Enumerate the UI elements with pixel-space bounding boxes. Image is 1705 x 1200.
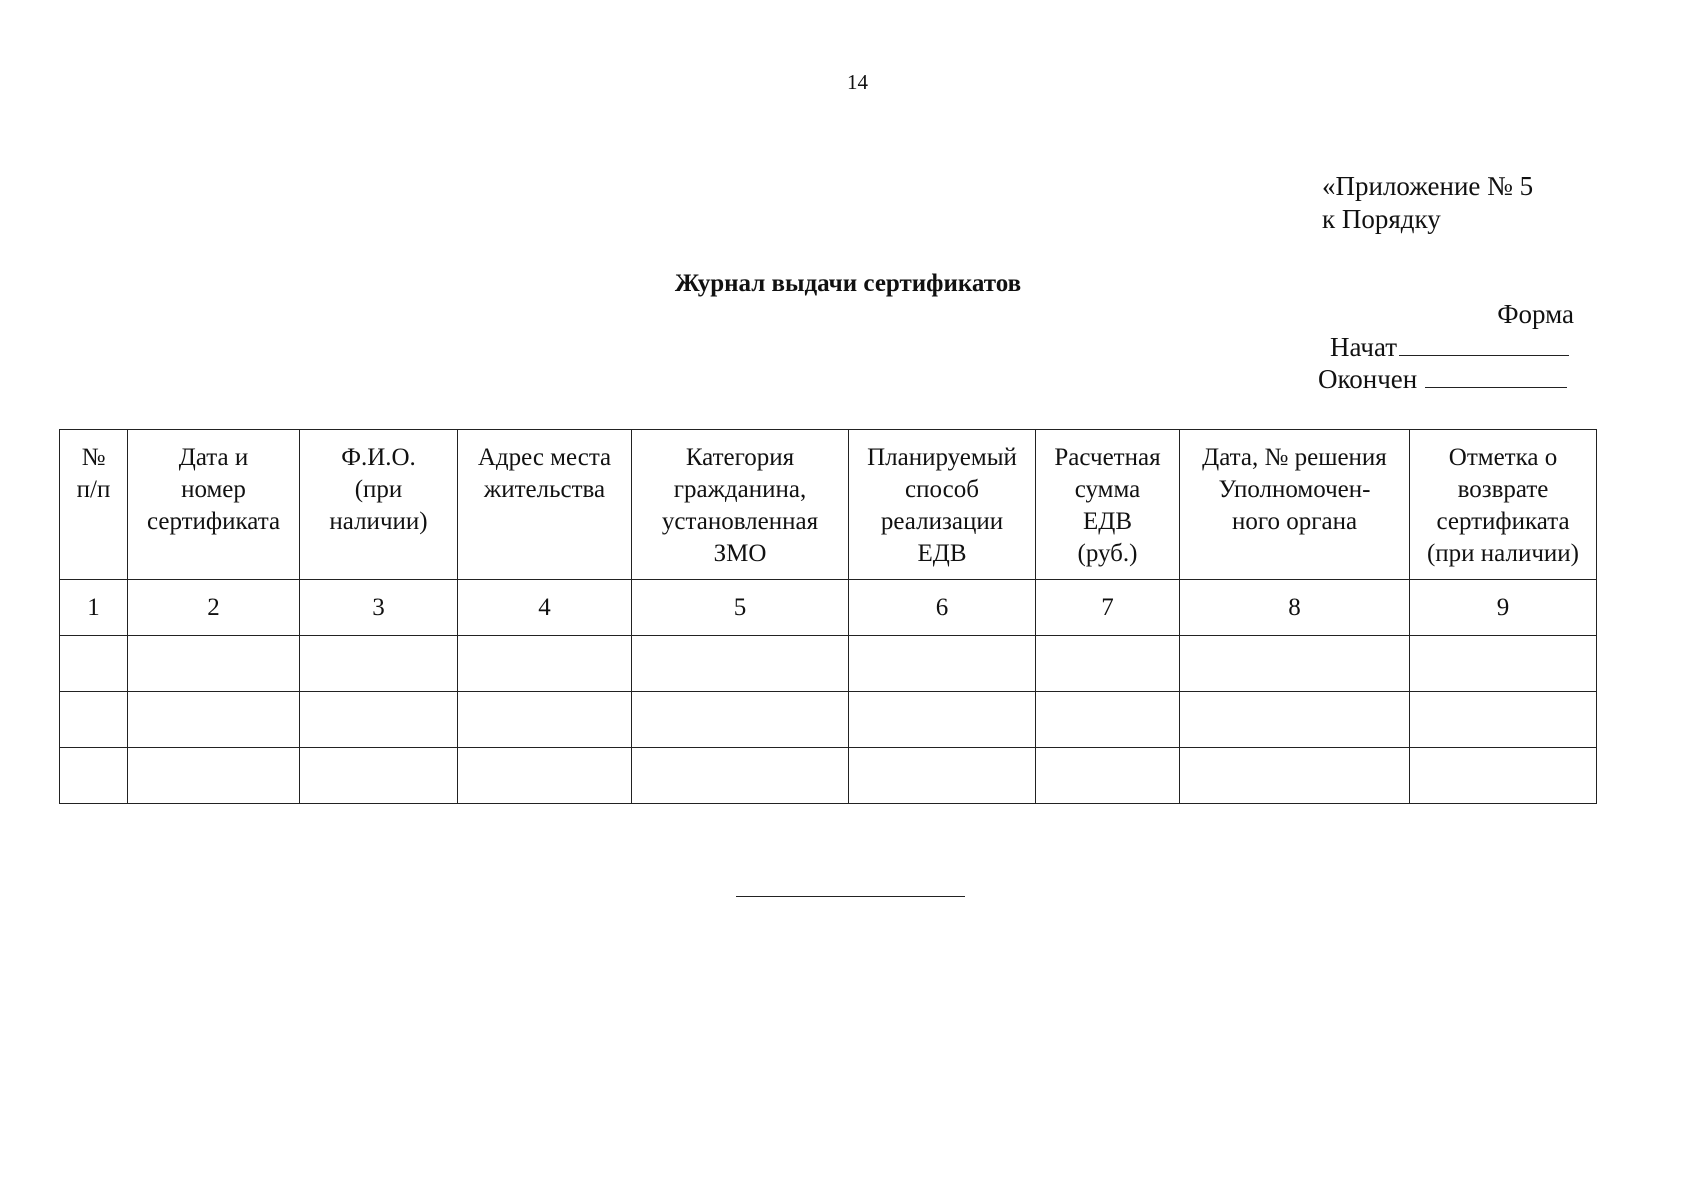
column-number: 2	[128, 580, 300, 636]
table-cell	[632, 748, 849, 804]
table-cell	[60, 636, 128, 692]
column-header-citizen-category: Категория гражданина, установленная ЗМО	[632, 430, 849, 580]
page-number: 14	[847, 70, 868, 94]
appendix-line-1: «Приложение № 5	[1322, 171, 1534, 201]
column-number: 7	[1036, 580, 1180, 636]
table-cell	[128, 636, 300, 692]
column-header-address: Адрес места жительства	[458, 430, 632, 580]
table-cell	[458, 748, 632, 804]
finished-field	[1318, 364, 1567, 395]
table-cell	[1036, 636, 1180, 692]
finished-label: Окончен	[1318, 364, 1418, 394]
column-header-certificate-date-number: Дата и номер сертификата	[128, 430, 300, 580]
table-cell	[1180, 748, 1410, 804]
column-number: 1	[60, 580, 128, 636]
table-row	[60, 748, 1597, 804]
finished-blank-line	[1425, 365, 1567, 388]
column-number: 9	[1410, 580, 1597, 636]
table-cell	[300, 748, 458, 804]
table-cell	[60, 748, 128, 804]
column-header-full-name: Ф.И.О. (при наличии)	[300, 430, 458, 580]
table-cell	[300, 636, 458, 692]
table-cell	[60, 692, 128, 748]
column-header-return-mark: Отметка о возврате сертификата (при наличии)	[1410, 430, 1597, 580]
column-number-row	[60, 580, 1597, 636]
document-title: Журнал выдачи сертификатов	[674, 270, 1022, 297]
appendix-line-2: к Порядку	[1322, 204, 1441, 234]
column-number: 5	[632, 580, 849, 636]
closing-rule-divider	[736, 896, 965, 897]
table-cell	[128, 692, 300, 748]
table-cell	[1180, 636, 1410, 692]
table-cell	[458, 636, 632, 692]
column-number: 6	[849, 580, 1036, 636]
started-blank-line	[1399, 333, 1569, 356]
table-cell	[1180, 692, 1410, 748]
column-header-planned-method: Планируемый способ реализации ЕДВ	[849, 430, 1036, 580]
column-number: 8	[1180, 580, 1410, 636]
table-cell	[1036, 692, 1180, 748]
table-cell	[632, 636, 849, 692]
appendix-reference	[1322, 170, 1533, 236]
started-label: Начат	[1330, 332, 1398, 362]
column-header-calculated-amount: Расчетная сумма ЕДВ (руб.)	[1036, 430, 1180, 580]
table-row	[60, 692, 1597, 748]
certificate-journal-table	[59, 429, 1597, 804]
table-row	[60, 636, 1597, 692]
table-cell	[849, 692, 1036, 748]
started-field	[1330, 332, 1569, 363]
column-header-number: № п/п	[60, 430, 128, 580]
table-cell	[128, 748, 300, 804]
table-cell	[1410, 636, 1597, 692]
table-cell	[1036, 748, 1180, 804]
table-cell	[632, 692, 849, 748]
column-number: 4	[458, 580, 632, 636]
table-cell	[300, 692, 458, 748]
column-number: 3	[300, 580, 458, 636]
table-cell	[1410, 692, 1597, 748]
table-header-row	[60, 430, 1597, 580]
column-header-decision: Дата, № решения Уполномочен- ного органа	[1180, 430, 1410, 580]
form-label: Форма	[1497, 299, 1574, 329]
table-cell	[458, 692, 632, 748]
table-cell	[849, 748, 1036, 804]
table-cell	[1410, 748, 1597, 804]
table-cell	[849, 636, 1036, 692]
